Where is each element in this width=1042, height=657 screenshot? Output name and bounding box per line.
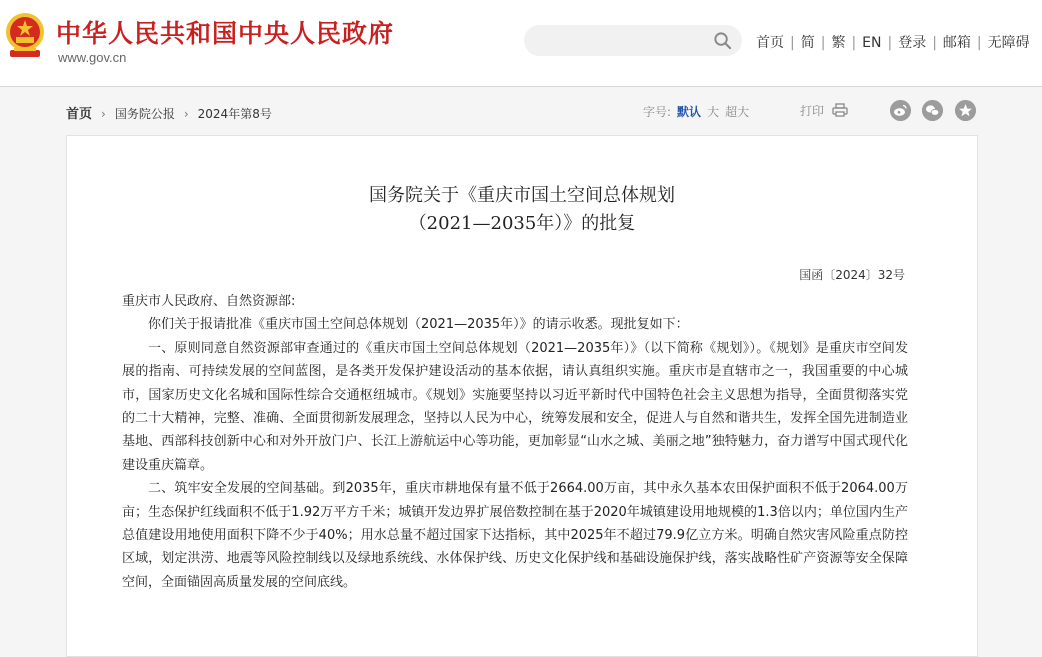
nav-divider: | [851, 35, 857, 51]
nav-divider: | [932, 35, 937, 51]
chevron-right-icon: › [101, 107, 106, 121]
nav-divider: | [976, 35, 982, 51]
breadcrumb [66, 103, 272, 122]
nav-login[interactable]: 登录 [898, 35, 927, 51]
document-title-line2: （2021—2035年）》的批复 [408, 213, 636, 234]
wechat-icon[interactable] [922, 100, 943, 121]
nav-divider: | [790, 35, 795, 51]
nav-accessibility[interactable]: 无障碍 [987, 35, 1030, 51]
nav-traditional[interactable]: 繁 [831, 35, 846, 51]
font-size-xlarge[interactable]: 超大 [725, 105, 750, 119]
breadcrumb-bar [0, 87, 1042, 133]
national-emblem-icon[interactable] [4, 10, 46, 60]
font-size-default[interactable]: 默认 [677, 105, 702, 119]
site-header [0, 0, 1042, 87]
document-addressee: 重庆市人民政府、自然资源部: [122, 294, 296, 309]
nav-home[interactable]: 首页 [756, 35, 784, 51]
document-title-line1: 国务院关于《重庆市国土空间总体规划 [369, 185, 675, 206]
nav-simplified[interactable]: 简 [800, 35, 815, 51]
print-button[interactable] [800, 102, 848, 119]
font-size-selector [643, 103, 755, 120]
breadcrumb-home[interactable]: 首页 [66, 107, 93, 122]
printer-icon [832, 103, 848, 117]
favorite-icon[interactable] [955, 100, 976, 121]
breadcrumb-gazette[interactable]: 国务院公报 [114, 107, 175, 121]
nav-divider: | [887, 35, 893, 51]
document-body [122, 290, 908, 594]
search-box[interactable] [524, 25, 742, 56]
weibo-icon[interactable] [890, 100, 911, 121]
site-url[interactable]: www.gov.cn [58, 50, 127, 65]
font-size-large[interactable]: 大 [707, 105, 720, 119]
font-size-label: 字号: [643, 105, 672, 119]
document-panel [66, 135, 978, 657]
document-paragraph: 二、筑牢安全发展的空间基础。到2035年，重庆市耕地保有量不低于2664.00万亩，其中永久基本农田保护面积不低于2064.00万亩；生态保护红线面积不低于1.92万平方千米；城镇开发边界扩展倍数控制在基于2020年城镇建设用地规模的1.3倍以内；单位国内生产总值建设用地使用面积下降不少于40%；用水总量不超过国家下达指标，其中2025年不超过79.9亿立方米。明确自然灾害风险重点防控区域，划定洪涝、地震等风险控制线以及绿地系统线、水体保护线、历史文化保护线和基础设施保护线，落实战略性矿产资源等安全保障空间，全面锚固高质量发展的空间底线。 [122, 481, 908, 590]
nav-mailbox[interactable]: 邮箱 [942, 35, 971, 51]
nav-english[interactable]: EN [862, 35, 882, 51]
search-icon[interactable] [713, 31, 732, 50]
print-label: 打印 [800, 104, 825, 118]
chevron-right-icon: › [183, 107, 189, 121]
document-paragraph: 你们关于报请批准《重庆市国土空间总体规划（2021—2035年）》的请示收悉。现批复如下： [148, 317, 689, 333]
nav-divider: | [820, 35, 826, 51]
breadcrumb-issue[interactable]: 2024年第8号 [197, 107, 272, 121]
site-title[interactable]: 中华人民共和国中央人民政府 [56, 19, 395, 48]
document-paragraph: 一、原则同意自然资源部审查通过的《重庆市国土空间总体规划（2021—2035年）》（以下简称《规划》）。《规划》是重庆市空间发展的指南、可持续发展的空间蓝图，是各类开发保护建设活动的基本依据，请认真组织实施。重庆市是直辖市之一，我国重要的中心城市，国家历史文化名城和国际性综合交通枢纽城市。《规划》实施要坚持以习近平新时代中国特色社会主义思想为指导，全面贯彻落实党的二十大精神，完整、准确、全面贯彻新发展理念，坚持以人民为中心，统筹发展和安全，促进人与自然和谐共生，发挥全国先进制造业基地、西部科技创新中心和对外开放门户、长江上游航运中心等功能，更加彰显“山水之城、美丽之地”独特魅力，奋力谱写中国式现代化建设重庆篇章。 [122, 340, 908, 473]
document-number: 国函〔2024〕32号 [799, 268, 905, 282]
top-nav [756, 32, 1030, 52]
